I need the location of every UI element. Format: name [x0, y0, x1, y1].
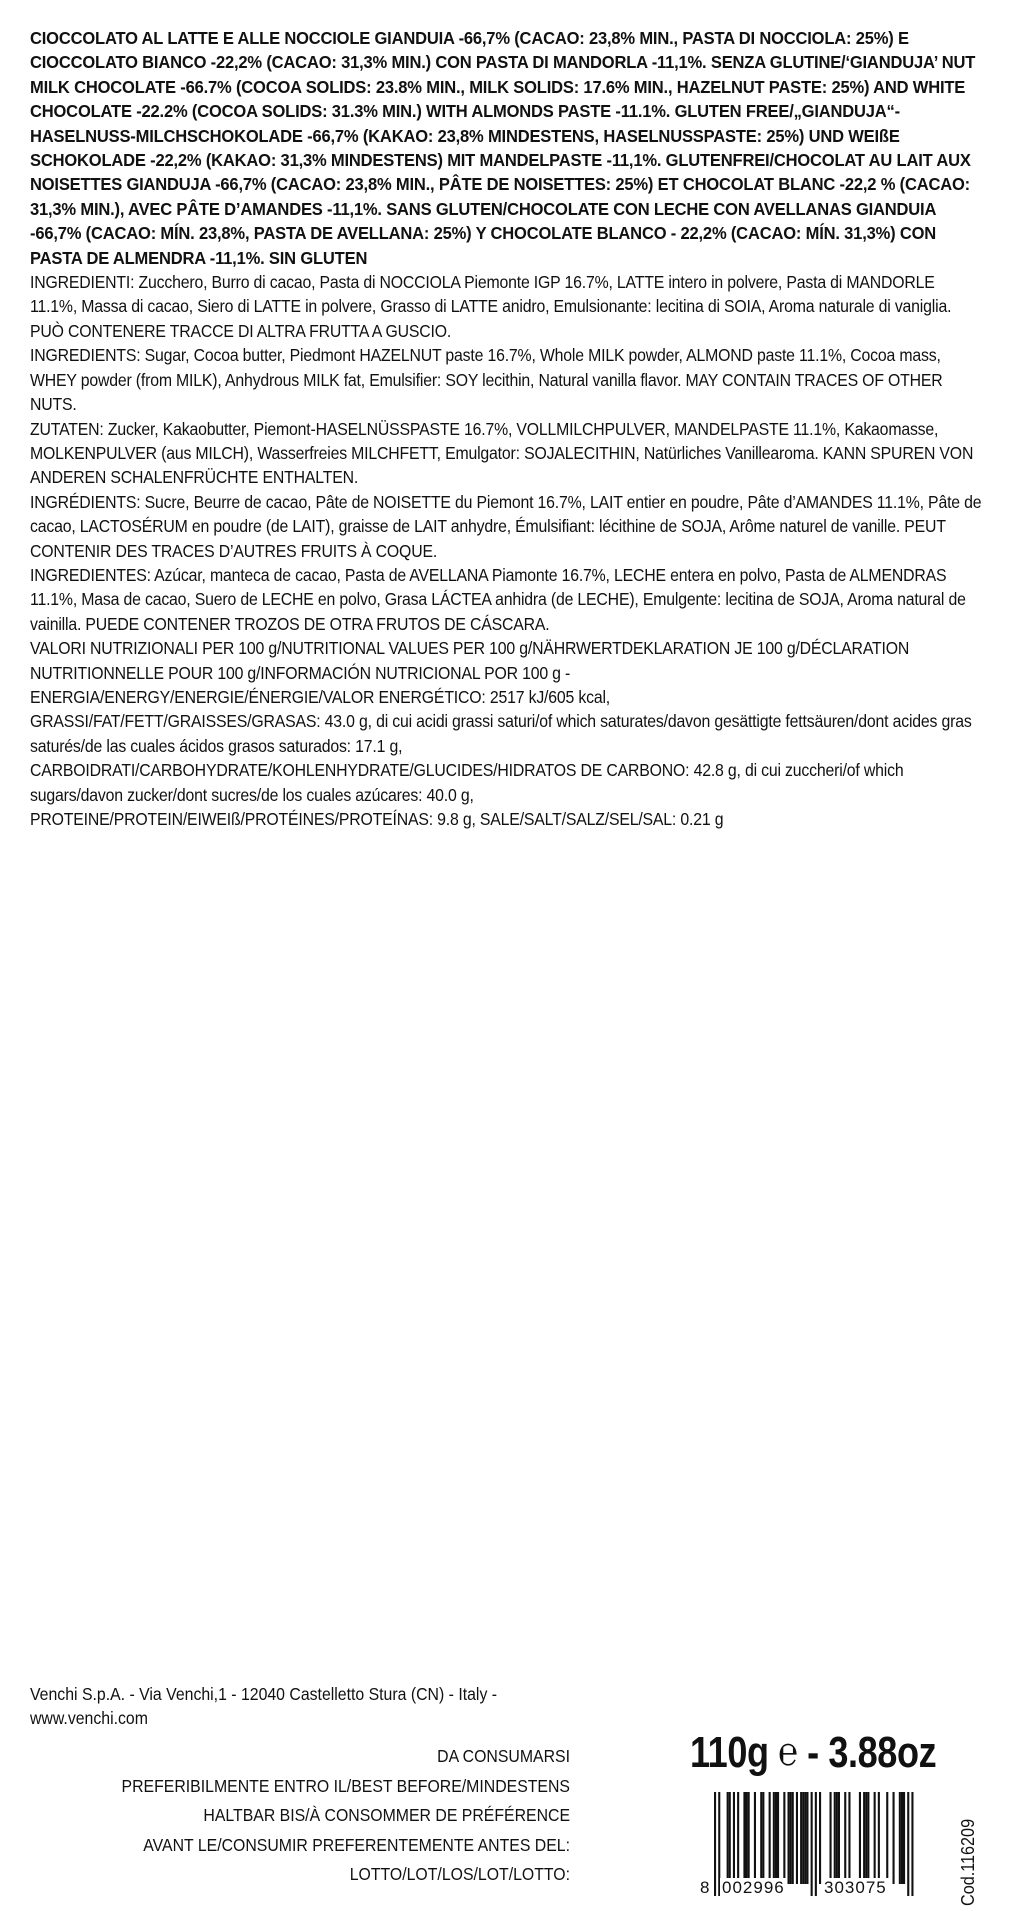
label-text-block	[30, 26, 985, 831]
nutrition-fat: GRASSI/FAT/FETT/GRAISSES/GRASAS: 43.0 g, di cui acidi grassi saturi/of which saturates/davon gesättigte fettsäuren/dont acides gras saturés/de las cuales ácidos grasos saturados: 17.1 g,	[30, 711, 972, 756]
barcode-bar	[886, 1792, 888, 1884]
barcode-guard-bar	[907, 1792, 909, 1896]
barcode-bar	[748, 1792, 750, 1884]
company-address: Venchi S.p.A. - Via Venchi,1 - 12040 Castelletto Stura (CN) - Italy - www.venchi.com	[30, 1684, 498, 1729]
nutrition-energy: ENERGIA/ENERGY/ENERGIE/ÉNERGIE/VALOR ENERGÉTICO: 2517 kJ/605 kcal,	[30, 686, 611, 707]
barcode-first-digit: 8	[700, 1878, 710, 1897]
barcode-bar	[830, 1792, 832, 1884]
barcode-bar	[754, 1792, 756, 1884]
barcode-bar	[834, 1792, 836, 1884]
net-weight	[690, 1724, 952, 1781]
barcode-bar	[760, 1792, 762, 1884]
best-before-line: HALTBAR BIS/À CONSOMMER DE PRÉFÉRENCE	[203, 1805, 571, 1825]
barcode-left-digits: 002996	[722, 1878, 785, 1897]
barcode-bar	[746, 1792, 748, 1884]
barcode-guard-bar	[815, 1792, 817, 1896]
weight-metric: 110g	[690, 1728, 769, 1777]
barcode-bar	[893, 1792, 895, 1884]
barcode-guard-bar	[911, 1792, 913, 1896]
ingredients-en: INGREDIENTS: Sugar, Cocoa butter, Piedmont HAZELNUT paste 16.7%, Whole MILK powder, ALMOND paste 11.1%, Cocoa mass, WHEY powder (from MILK), Anhydrous MILK fat, Emulsifier: SOY lecithin, Natural vanilla flavor. MAY CONTAIN TRACES OF OTHER NUTS.	[30, 345, 943, 415]
barcode-bar	[800, 1792, 802, 1884]
weight-imperial: - 3.88oz	[807, 1728, 937, 1777]
best-before-line: DA CONSUMARSI	[437, 1746, 570, 1766]
nutrition-facts	[30, 636, 984, 831]
ingredients-it: INGREDIENTI: Zucchero, Burro di cacao, Pasta di NOCCIOLA Piemonte IGP 16.7%, LATTE intero in polvere, Pasta di MANDORLE 11.1%, Massa di cacao, Siero di LATTE in polvere, Grasso di LATTE anidro, Emulsionante: lecitina di SOIA, Aroma naturale di vaniglia. PUÒ CONTENERE TRACCE DI ALTRA FRUTTA A GUSCIO.	[30, 272, 952, 341]
nutrition-header: VALORI NUTRIZIONALI PER 100 g/NUTRITIONAL VALUES PER 100 g/NÄHRWERTDEKLARATION JE 100 g/DÉCLARATION NUTRITIONNELLE POUR 100 g/INFORMACIÓN NUTRICIONAL POR 100 g -	[30, 638, 910, 683]
barcode-bar	[727, 1792, 729, 1884]
lot-number-label: LOTTO/LOT/LOS/LOT/LOTTO:	[349, 1864, 570, 1884]
barcode-bar	[844, 1792, 846, 1884]
best-before-notice	[66, 1742, 570, 1890]
barcode-bar	[838, 1792, 840, 1884]
barcode-bar	[775, 1792, 777, 1884]
barcode-bar	[863, 1792, 865, 1884]
barcode-bar	[769, 1792, 771, 1884]
barcode-bar	[878, 1792, 880, 1884]
nutrition-carbs: CARBOIDRATI/CARBOHYDRATE/KOHLENHYDRATE/GLUCIDES/HIDRATOS DE CARBONO: 42.8 g, di cui zuccheri/of which sugars/davon zucker/dont sucres/de los cuales azúcares: 40.0 g,	[30, 760, 904, 805]
barcode-bar	[848, 1792, 850, 1884]
barcode-bar	[802, 1792, 804, 1884]
barcode-bar	[899, 1792, 901, 1884]
barcode-bar	[777, 1792, 779, 1884]
barcode-bar	[790, 1792, 792, 1884]
nutrition-protein-salt: PROTEINE/PROTEIN/EIWEIß/PROTÉINES/PROTEÍNAS: 9.8 g, SALE/SALT/SALZ/SEL/SAL: 0.21 g	[30, 809, 724, 829]
barcode-bar	[836, 1792, 838, 1884]
barcode-bar	[903, 1792, 905, 1884]
barcode-bar	[737, 1792, 739, 1884]
barcode-bar	[796, 1792, 798, 1884]
barcode-bar	[865, 1792, 867, 1884]
barcode-bar	[773, 1792, 775, 1884]
barcode-bar	[806, 1792, 808, 1884]
barcode-bar	[788, 1792, 790, 1884]
barcode-bar	[743, 1792, 745, 1884]
product-code: Cod.116209	[958, 1818, 978, 1906]
ingredients-es: INGREDIENTES: Azúcar, manteca de cacao, Pasta de AVELLANA Piamonte 16.7%, LECHE entera en polvo, Pasta de ALMENDRAS 11.1%, Masa de cacao, Suero de LECHE en polvo, Grasa LÁCTEA anhidra (de LECHE), Emulgente: lecitina de SOJA, Aroma natural de vainilla. PUEDE CONTENER TROZOS DE OTRA FRUTOS DE CÁSCARA.	[30, 564, 966, 634]
ingredients-fr: INGRÉDIENTS: Sucre, Beurre de cacao, Pâte de NOISETTE du Piemont 16.7%, LAIT entier en poudre, Pâte d’AMANDES 11.1%, Pâte de cacao, LACTOSÉRUM en poudre (de LAIT), graisse de LAIT anhydre, Émulsifiant: lécithine de SOJA, Arôme naturel de vanille. PEUT CONTENIR DES TRACES D’AUTRES FRUITS À COQUE.	[30, 491, 982, 561]
barcode-bar	[762, 1792, 764, 1884]
estimated-sign-icon: ℮	[778, 1730, 798, 1774]
barcode-bar	[901, 1792, 903, 1884]
barcode-bar	[867, 1792, 869, 1884]
best-before-line: PREFERIBILMENTE ENTRO IL/BEST BEFORE/MINDESTENS	[121, 1775, 570, 1796]
barcode-bar	[874, 1792, 876, 1884]
barcode	[700, 1790, 940, 1908]
barcode-bar	[804, 1792, 806, 1884]
barcode-bar	[819, 1792, 821, 1884]
barcode-guard-bar	[811, 1792, 813, 1896]
barcode-bar	[729, 1792, 731, 1884]
ingredients-de: ZUTATEN: Zucker, Kakaobutter, Piemont-HASELNÜSSPASTE 16.7%, VOLLMILCHPULVER, MANDELPASTE 11.1%, Kakaomasse, MOLKENPULVER (aus MILCH), Wasserfreies MILCHFETT, Emulgator: SOJALECITHIN, Natürliches Vanillearoma. KANN SPUREN VON ANDEREN SCHALENFRÜCHTE ENTHALTEN.	[30, 418, 974, 488]
barcode-bar	[733, 1792, 735, 1884]
product-name: CIOCCOLATO AL LATTE E ALLE NOCCIOLE GIANDUIA -66,7% (CACAO: 23,8% MIN., PASTA DI NOCCIOLA: 25%) E CIOCCOLATO BIANCO -22,2% (CACAO: 31,3% MIN.) CON PASTA DI MANDORLA -11,1%. SENZA GLUTINE/‘GIANDUJA’ NUT MILK CHOCOLATE -66.7% (COCOA SOLIDS: 23.8% MIN., MILK SOLIDS: 17.6% MIN., HAZELNUT PASTE: 25%) AND WHITE CHOCOLATE -22.2% (COCOA SOLIDS: 31.3% MIN.) WITH ALMONDS PASTE -11.1%. GLUTEN FREE/„GIANDUJA“-HASELNUSS-MILCHSCHOKOLADE -66,7% (KAKAO: 23,8% MINDESTENS, HASELNUSSPASTE: 25%) UND WEIßE SCHOKOLADE -22,2% (KAKAO: 31,3% MINDESTENS) MIT MANDELPASTE -11,1%. GLUTENFREI/CHOCOLAT AU LAIT AUX NOISETTES GIANDUJA -66,7% (CACAO: 23,8% MIN., PÂTE DE NOISETTES: 25%) ET CHOCOLAT BLANC -22,2 % (CACAO: 31,3% MIN.), AVEC PÂTE D’AMANDES -11,1%. SANS GLUTEN/CHOCOLATE CON LECHE CON AVELLANAS GIANDUIA -66,7% (CACAO: MÍN. 23,8%, PASTA DE AVELLANA: 25%) Y CHOCOLATE BLANCO - 22,2% (CACAO: MÍN. 31,3%) CON PASTA DE ALMENDRA -11,1%. SIN GLUTEN	[30, 28, 976, 268]
barcode-bar	[783, 1792, 785, 1884]
best-before-line: AVANT LE/CONSUMIR PREFERENTEMENTE ANTES DEL:	[143, 1834, 570, 1855]
barcode-right-digits: 303075	[824, 1878, 887, 1897]
ingredients-list	[30, 270, 984, 831]
barcode-guard-bar	[714, 1792, 716, 1896]
barcode-bar	[859, 1792, 861, 1884]
barcode-bar	[792, 1792, 794, 1884]
